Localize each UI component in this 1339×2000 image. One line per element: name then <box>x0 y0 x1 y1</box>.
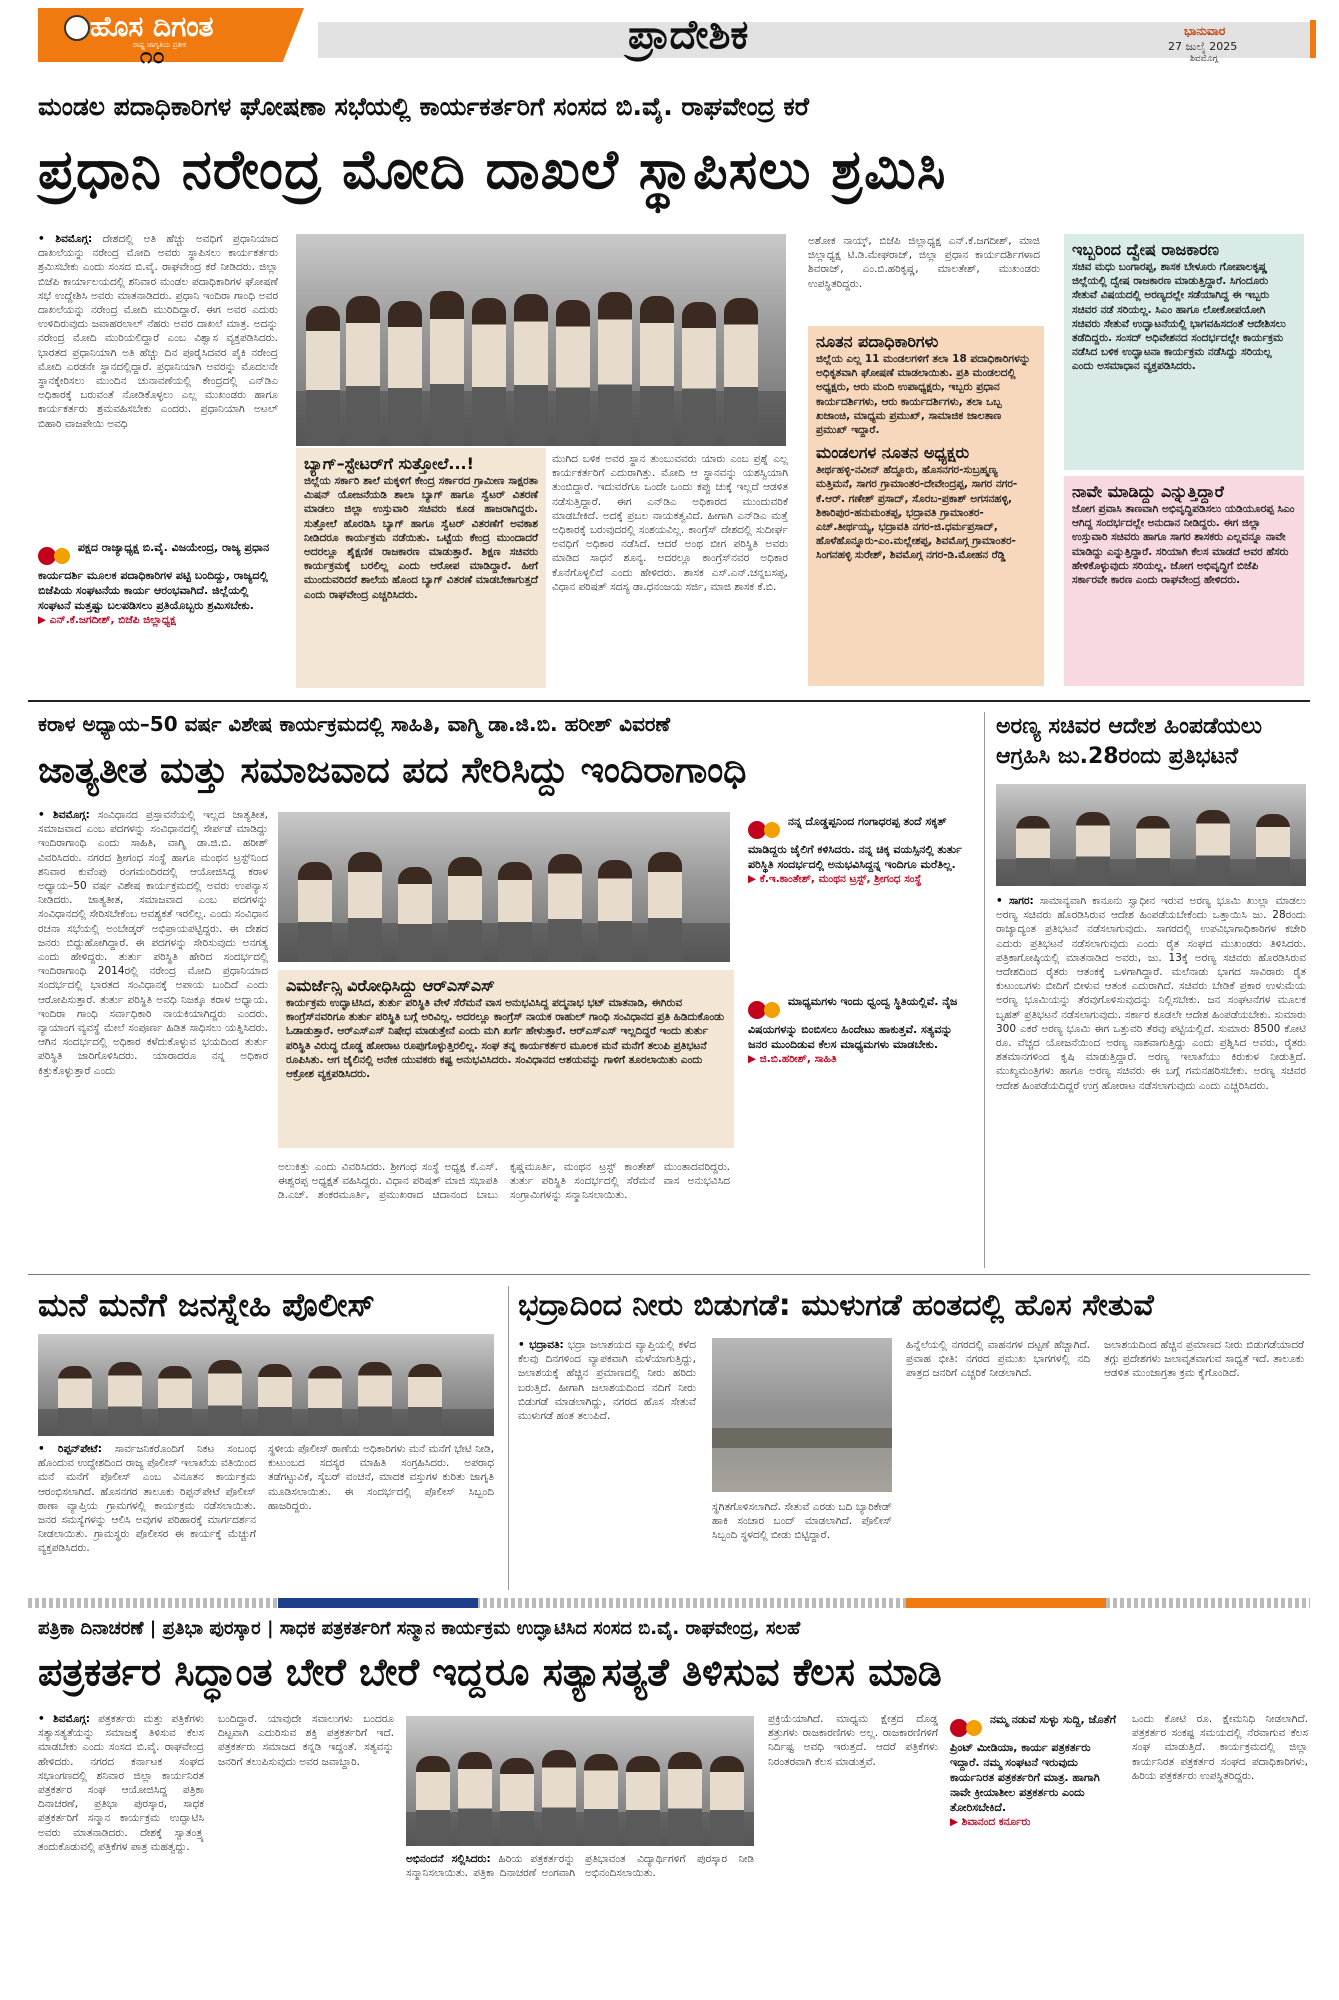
masthead-grey-band <box>318 22 1313 58</box>
date-text: 27 ಜುಲೈ 2025 <box>1168 40 1238 53</box>
date-city: ಶಿವಮೊಗ್ಗ <box>1190 54 1218 64</box>
story5-headline: ಭದ್ರಾದಿಂದ ನೀರು ಬಿಡುಗಡೆ: ಮುಳುಗಡೆ ಹಂತದಲ್ಲಿ ಹೊಸ ಸೇತುವೆ <box>518 1288 1154 1323</box>
story4-col1 <box>38 1442 256 1592</box>
story2-rss-box <box>278 970 734 1148</box>
story5-col3 <box>906 1338 1090 1588</box>
story5-photo <box>712 1338 892 1492</box>
story5-col1-text: ಭದ್ರಾ ಜಲಾಶಯದ ವ್ಯಾಪ್ತಿಯಲ್ಲಿ ಕಳೆದ ಕೆಲವು ದಿನಗಳಿಂದ ವ್ಯಾಪಕವಾಗಿ ಮಳೆಯಾಗುತ್ತಿದ್ದು, ಜಲಾಶಯಕ್ಕೆ ಹೆಚ್ಚಿನ ಪ್ರಮಾಣದಲ್ಲಿ ನೀರು ಹರಿದು ಬರುತ್ತಿದೆ. ಹೀಗಾಗಿ ಜಲಾಶಯದಿಂದ ನದಿಗೆ ನೀರು ಬಿಡುಗಡೆ ಮಾಡಲಾಗಿದ್ದು, ನಗರದ ಹೊಸ ಸೇತುವೆ ಮುಳುಗಡೆ ಹಂತ ತಲುಪಿದೆ. <box>518 1339 696 1423</box>
story1-photo <box>296 234 786 446</box>
story1-quote-byline: ▶ ಎನ್.ಕೆ.ಜಗದೀಶ್, ಬಿಜೆಪಿ ಜಿಲ್ಲಾಧ್ಯಕ್ಷ <box>38 614 176 626</box>
story5-col4 <box>1104 1338 1304 1588</box>
story4-dateline: • ರಿಪ್ಪನ್‌ಪೇಟೆ: <box>38 1443 102 1455</box>
story1-bag-box-title: ಬ್ಯಾಗ್–ಸ್ಟೇಟರ್‌ಗೆ ಸುತ್ತೋಲೆ...! <box>304 454 474 473</box>
quote-mark-icon <box>748 814 780 842</box>
rss-box-text: ಕಾರ್ಯಕ್ರಮ ಉದ್ಘಾಟಿಸಿದ, ತುರ್ತು ಪರಿಸ್ಥಿತಿ ವೇಳೆ ಸೆರೆಮನೆ ವಾಸ ಅನುಭವಿಸಿದ್ದ ಪದ್ಮನಾಭ ಭಟ್ ಮಾತನಾಡಿ, ಈಗಿರುವ ಕಾಂಗ್ರೆಸ್‌ನವರಿಗೂ ತುರ್ತು ಪರಿಸ್ಥಿತಿ ಬಗ್ಗೆ ಅರಿವಿಲ್ಲ. ಅದರಲ್ಲೂ ಕಾಂಗ್ರೆಸ್ ನಾಯಕ ರಾಹುಲ್ ಗಾಂಧಿ ಸಂವಿಧಾನದ ಪ್ರತಿ ಹಿಡಿದುಕೊಂಡು ಓಡಾಡುತ್ತಾರೆ. ಆರ್‌ಎಸ್‌ಎಸ್ ನಿಷೇಧ ಮಾಡುತ್ತೇನೆ ಎಂದು ಮಗಿ ಖರ್ಗೆ ಹೇಳುತ್ತಾರೆ. ಆರ್‌ಎಸ್‌ಎಸ್ ಇಲ್ಲದಿದ್ದರೆ ಇಂದು ತುರ್ತು ಪರಿಸ್ಥಿತಿ ವಿರುದ್ಧ ದೊಡ್ಡ ಹೋರಾಟ ರೂಪುಗೊಳ್ಳುತ್ತಿರಲಿಲ್ಲ. ಸಂಘ ತನ್ನ ಕಾರ್ಯಕರ್ತರ ಮೂಲಕ ಮನೆ ಮನೆಗೆ ತಲುಪಿ ಪ್ರತಿಭಟನೆ ರೂಪಿಸಿತು. ಆಗ ಜೈಲಿನಲ್ಲಿ ಅನೇಕ ಯುವಕರು ಕಷ್ಟ ಅನುಭವಿಸಿದರು. ಸಂವಿಧಾನದ ಆಶಯವನ್ನು ಗಾಳಿಗೆ ತೂರಲಾಯಿತು ಎಂದು ಆಕ್ರೋಶ ವ್ಯಕ್ತಪಡಿಸಿದರು. <box>286 997 725 1081</box>
story6-photo-caption <box>406 1852 754 1994</box>
we-did-text: ಜೋಗ ಪ್ರವಾಸಿ ತಾಣವಾಗಿ ಅಭಿವೃದ್ಧಿಪಡಿಸಲು ಯಡಿಯೂರಪ್ಪ ಸಿಎಂ ಆಗಿದ್ದ ಸಂದರ್ಭದಲ್ಲೇ ಅನುದಾನ ನೀಡಿದ್ದರು. ಈಗ ಜಿಲ್ಲಾ ಉಸ್ತುವಾರಿ ಸಚಿವರು ಹಾಗೂ ಸಾಗರ ಶಾಸಕರು ಎಲ್ಲವನ್ನೂ ನಾವೇ ಮಾಡಿದ್ದು ಎನ್ನುತ್ತಿದ್ದಾರೆ. ಸರಿಯಾಗಿ ಕೆಲಸ ಮಾಡದೆ ಅವರ ಹೆಸರು ಹೇಳಿಕೊಳ್ಳುವುದು ಸರಿಯಲ್ಲ. ಜೋಗ ಅಭಿವೃದ್ಧಿಗೆ ಬಿಜೆಪಿ ಸರ್ಕಾರವೇ ಕಾರಣ ಎಂದು ರಾಘವೇಂದ್ರ ಹೇಳಿದರು. <box>1072 503 1295 587</box>
rss-box-title: ಎಮರ್ಜೆನ್ಸಿ ವಿರೋಧಿಸಿದ್ದು ಆರ್‌ಎಸ್‌ಎಸ್ <box>286 976 495 995</box>
story2-col1 <box>38 808 268 1258</box>
divider-band <box>28 1598 1310 1608</box>
section-title: ಪ್ರಾದೇಶಿಕ <box>628 12 749 58</box>
story1-col4 <box>808 234 1040 324</box>
new-office-title: ನೂತನ ಪದಾಧಿಕಾರಿಗಳು <box>816 332 939 351</box>
logo-text: ಹೊಸ ದಿಗಂತ <box>90 10 214 43</box>
story2-dateline: • ಶಿವಮೊಗ್ಗ: <box>38 809 90 821</box>
story1-dateline: • ಶಿವಮೊಗ್ಗ: <box>38 233 93 245</box>
story1-col3-text: ಮುಗಿದ ಬಳಿಕ ಅವರ ಸ್ಥಾನ ತುಂಬುವವರು ಯಾರು ಎಂಬ ಪ್ರಶ್ನೆ ಎಲ್ಲ ಕಾರ್ಯಕರ್ತರಿಗೆ ಎದುರಾಗಿತ್ತು. ಮೋದಿ ಆ ಸ್ಥಾನವನ್ನು ಯಶಸ್ವಿಯಾಗಿ ತುಂಬಿದ್ದಾರೆ. ಇದುವರೆಗೂ ಒಂದೇ ಒಂದು ಕಪ್ಪು ಚುಕ್ಕೆ ಇಲ್ಲದೆ ಆಡಳಿತ ನಡೆಸುತ್ತಿದ್ದಾರೆ. ಈಗ ಎನ್‌ಡಿಎ ಅಧಿಕಾರದ ಮುಂದುವರಿಕೆ ಮಾಡಬೇಕಿದೆ. ಅದಕ್ಕೆ ಪ್ರಬಲ ನಾಯಕತ್ವವಿದೆ. ಹೀಗಾಗಿ ಎನ್‌ಡಿಎ ಮತ್ತೆ ಅಧಿಕಾರಕ್ಕೆ ಬರುವುದರಲ್ಲಿ ಸಂಶಯವಿಲ್ಲ. ಕಾಂಗ್ರೆಸ್ ದೇಶದಲ್ಲಿ ಸುದೀರ್ಘ ಅವಧಿಗೆ ಅಧಿಕಾರ ನಡೆಸಿದೆ. ಆದರೆ ಅಂಥ ಬೀಗ ಪರಿಸ್ಥಿತಿ ಅವರು ಮಾಡಿದ ಸಾಧನೆ ಶೂನ್ಯ. ಅದರಲ್ಲೂ ಕಾಂಗ್ರೆಸ್‌ನವರ ಅಧಿಕಾರ ಕೊನೆಗೊಳ್ಳಲಿದೆ ಎಂದು ಹೇಳಿದರು. ಶಾಸಕ ಎಸ್.ಎನ್.ಚನ್ನಬಸಪ್ಪ, ವಿಧಾನ ಪರಿಷತ್ ಸದಸ್ಯ ಡಾ.ಧನಂಜಯ ಸರ್ಜಿ, ಮಾಜಿ ಶಾಸಕ ಕೆ.ಬಿ. <box>552 453 788 593</box>
divider-band-blue <box>278 1598 478 1608</box>
story2-quote1 <box>748 814 972 984</box>
masthead <box>28 8 1320 66</box>
new-presidents-title: ಮಂಡಲಗಳ ನೂತನ ಅಧ್ಯಕ್ಷರು <box>816 443 970 463</box>
story1-col1 <box>38 232 278 542</box>
date-day: ಭಾನುವಾರ <box>1184 24 1226 38</box>
story1-hate-politics-box <box>1064 234 1304 470</box>
story6-col3 <box>768 1712 938 1994</box>
story6-col1-text: ಪತ್ರಕರ್ತರು ಮತ್ತು ಪತ್ರಿಕೆಗಳು ಸತ್ಯಾಸತ್ಯತೆಯನ್ನು ಸಮಾಜಕ್ಕೆ ತಿಳಿಸುವ ಕೆಲಸ ಮಾಡಬೇಕು ಎಂದು ಸಂಸದ ಬಿ.ವೈ. ರಾಘವೇಂದ್ರ ಹೇಳಿದರು. ನಗರದ ಕರ್ನಾಟಕ ಸಂಘದ ಸಭಾಂಗಣದಲ್ಲಿ ಶನಿವಾರ ಜಿಲ್ಲಾ ಕಾರ್ಯನಿರತ ಪತ್ರಕರ್ತರ ಸಂಘ ಆಯೋಜಿಸಿದ್ದ ಪತ್ರಿಕಾ ದಿನಾಚರಣೆ, ಪ್ರತಿಭಾ ಪುರಸ್ಕಾರ, ಸಾಧಕ ಪತ್ರಕರ್ತರಿಗೆ ಸನ್ಮಾನ ಕಾರ್ಯಕ್ರಮ ಉದ್ಘಾಟಿಸಿ ಅವರು ಮಾತನಾಡಿದರು. ದೇಶಕ್ಕೆ ಸ್ವಾತಂತ್ರ್ಯ ತಂದುಕೊಡುವಲ್ಲಿ ಪತ್ರಿಕೆಗಳ ಪಾತ್ರ ಮಹತ್ವದ್ದು. <box>38 1713 204 1853</box>
story6-col5 <box>1132 1712 1308 1994</box>
story2-quote2-text: ಮಾಧ್ಯಮಗಳು ಇಂದು ಧ್ವಂದ್ವ ಸ್ಥಿತಿಯಲ್ಲಿವೆ. ನೈಜ ವಿಷಯಗಳನ್ನು ಬಿಂಬಿಸಲು ಹಿಂದೇಟು ಹಾಕುತ್ತವೆ. ಸತ್ಯವನ್ನು ಜನರ ಮುಂದಿಡುವ ಕೆಲಸ ಮಾಧ್ಯಮಗಳು ಮಾಡಬೇಕು. <box>748 995 958 1051</box>
hate-politics-title: ಇಬ್ಬರಿಂದ ದ್ವೇಷ ರಾಜಕಾರಣ <box>1072 240 1219 259</box>
story6-quote-text: ನಮ್ಮ ನಡುವೆ ಸುಳ್ಳು ಸುದ್ದಿ, ಜೊತೆಗೆ ಪ್ರಿಂಟ್ ಮೀಡಿಯಾ, ಕಾರ್ಯ ಪತ್ರಕರ್ತರು ಇದ್ದಾರೆ. ನಮ್ಮ ಸಂಘಟನೆ ಇರುವುದು ಕಾರ್ಯನಿರತ ಪತ್ರಕರ್ತರಿಗೆ ಮಾತ್ರ. ಹಾಗಾಗಿ ನಾವೇ ಕ್ರೀಯಾಶೀಲ ಪತ್ರಕರ್ತರು ಎಂದು ತೋರಿಸಬೇಕಿದೆ. <box>950 1713 1116 1814</box>
story5-col3-text: ಹಿನ್ನೆಲೆಯಲ್ಲಿ ನಗರದಲ್ಲಿ ವಾಹನಗಳ ದಟ್ಟಣೆ ಹೆಚ್ಚಾಗಿದೆ. ಪ್ರವಾಹ ಭೀತಿ: ನಗರದ ಪ್ರಮುಖ ಭಾಗಗಳಲ್ಲಿ ನದಿ ಪಾತ್ರದ ಜನರಿಗೆ ಎಚ್ಚರಿಕೆ ನೀಡಲಾಗಿದೆ. <box>906 1339 1090 1380</box>
story6-col2-text: ಬಂದಿದ್ದಾರೆ. ಯಾವುದೇ ಸವಾಲುಗಳು ಬಂದರೂ ದಿಟ್ಟವಾಗಿ ಎದುರಿಸುವ ಶಕ್ತಿ ಪತ್ರಕರ್ತರಿಗೆ ಇದೆ. ಪತ್ರಕರ್ತರು ಸಮಾಜದ ಕನ್ನಡಿ ಇದ್ದಂತೆ. ಸತ್ಯವನ್ನು ಜನರಿಗೆ ತಲುಪಿಸುವುದು ಅವರ ಜವಾಬ್ದಾರಿ. <box>218 1713 394 1768</box>
story1-new-office-box <box>808 326 1044 686</box>
divider <box>508 1286 509 1590</box>
hate-politics-text: ಸಚಿವ ಮಧು ಬಂಗಾರಪ್ಪ, ಶಾಸಕ ಬೇಳೂರು ಗೋಪಾಲಕೃಷ್ಣ ಜಿಲ್ಲೆಯಲ್ಲಿ ದ್ವೇಷ ರಾಜಕಾರಣ ಮಾಡುತ್ತಿದ್ದಾರೆ. ಸಿಗಂದೂರು ಸೇತುವೆ ವಿಷಯದಲ್ಲಿ ಅರಣ್ಯದಲ್ಲೇ ಸಡೆಯಾಗಿದ್ದ ಈ ಇಬ್ಬರು ಸಚಿವರ ನಡೆ ಸರಿಯಲ್ಲ. ಸಿಎಂ ಹಾಗೂ ಲೋಕೋಪಯೋಗಿ ಸಚಿವರು ಸೇತುವೆ ಉದ್ಘಾಟನೆಯಲ್ಲಿ ಭಾಗವಹಿಸದಂತೆ ಆದೇಶಿಸಲು ತಡೆದಿದ್ದರು. ಸಂಸದ್ ಅಧಿವೇಶನದ ಸಂದರ್ಭದಲ್ಲೇ ಕಾರ್ಯಕ್ರಮ ನಡೆಸಿದ ಬಳಿಕ ಉದ್ಘಾಟನಾ ಕಾರ್ಯಕ್ರಮ ನಡೆಸಿದ್ದು ಸರಿಯಲ್ಲ ಎಂದು ಅಸಮಾಧಾನ ವ್ಯಕ್ತಪಡಿಸಿದರು. <box>1072 261 1286 373</box>
story2-quote1-byline: ▶ ಕೆ.ಇ.ಕಾಂತೇಶ್, ಮಂಥನ ಟ್ರಸ್ಟ್, ಶ್ರೀಗಂಧ ಸಂಸ್ಥೆ <box>748 873 922 885</box>
story3-photo <box>996 784 1306 886</box>
story5-col2-text: ಸ್ಥಗಿತಗೊಳಿಸಲಾಗಿದೆ. ಸೇತುವೆ ಎರಡು ಬದಿ ಬ್ಯಾರಿಕೇಡ್ ಹಾಕಿ ಸಂಚಾರ ಬಂದ್ ಮಾಡಲಾಗಿದೆ. ಪೊಲೀಸ್ ಸಿಬ್ಬಂದಿ ಸ್ಥಳದಲ್ಲಿ ಬೀಡು ಬಿಟ್ಟಿದ್ದಾರೆ. <box>712 1501 892 1542</box>
story4-photo <box>38 1334 494 1436</box>
story2-col-mid <box>278 1160 730 1260</box>
story6-kicker: ಪತ್ರಿಕಾ ದಿನಾಚರಣೆ | ಪ್ರತಿಭಾ ಪುರಸ್ಕಾರ | ಸಾಧಕ ಪತ್ರಕರ್ತರಿಗೆ ಸನ್ಮಾನ ಕಾರ್ಯಕ್ರಮ ಉದ್ಘಾಟಿಸಿದ ಸಂಸದ ಬಿ.ವೈ. ರಾಘವೇಂದ್ರ, ಸಲಹೆ <box>38 1618 801 1639</box>
story3-dateline: • ಸಾಗರ: <box>996 895 1034 907</box>
story3-col-text: ಸಾಮಾನ್ಯವಾಗಿ ಕಾನೂನು ಸ್ವಾಧೀನ ಇರುವ ಅರಣ್ಯ ಭೂಮಿ ಖುಲ್ಲಾ ಮಾಡಲು ಅರಣ್ಯ ಸಚಿವರು ಹೊರಡಿಸಿರುವ ಆದೇಶ ಹಿಂಪಡೆಯಬೇಕೆಂದು ಒತ್ತಾಯಿಸಿ ಜು. 28ರಂದು ರಾಜ್ಯಾದ್ಯಂತ ಪ್ರತಿಭಟನೆ ನಡೆಸಲಾಗುವುದು. ಸಾಗರದಲ್ಲಿ ಉಪವಿಭಾಗಾಧಿಕಾರಿಗಳ ಕಚೇರಿ ಎದುರು ಪ್ರತಿಭಟನೆ ನಡೆಸಲಾಗುವುದು ಎಂದು ರೈತ ಸಂಘದ ಮುಖಂಡರು ತಿಳಿಸಿದರು. ಪತ್ರಿಕಾಗೋಷ್ಠಿಯಲ್ಲಿ ಮಾತನಾಡಿದ ಅವರು, ಜು. 13ಕ್ಕೆ ಅರಣ್ಯ ಸಚಿವರು ಹೊರಡಿಸಿರುವ ಆದೇಶದಿಂದ ರೈತರು ಆತಂಕಕ್ಕೆ ಒಳಗಾಗಿದ್ದಾರೆ. ಮಲೆನಾಡು ಭಾಗದ ಸಾವಿರಾರು ರೈತ ಕುಟುಂಬಗಳು ಬೀದಿಗೆ ಬೀಳುವ ಆತಂಕ ಎದುರಾಗಿದೆ. ಸಚಿವರು ಬೇಡಿಕೆ ಪ್ರಕಾರ ಉಳುಮೆಯ ಅರಣ್ಯ ಭೂಮಿಯನ್ನು ತೆರವುಗೊಳಿಸುವುದನ್ನು ನಿಲ್ಲಿಸಬೇಕು. ಜನ ಸಂಘಟನೆಗಳ ಮೂಲಕ ಬೃಹತ್ ಪ್ರತಿಭಟನೆ ನಡೆಸಲಾಗುವುದು. ಸರ್ಕಾರ ಕೂಡಲೇ ಆದೇಶ ಹಿಂಪಡೆಯಬೇಕು. ಸುಮಾರು 300 ಎಕರೆ ಅರಣ್ಯ ಭೂಮಿ ಈಗ ಒತ್ತುವರಿ ತೆರವು ಪಟ್ಟಿಯಲ್ಲಿದೆ. ಸುಮಾರು 8500 ಕೋಟಿ ರೂ. ವೆಚ್ಚದ ಯೋಜನೆಯಿಂದ ಅರಣ್ಯ ನಾಶವಾಗುತ್ತಿದ್ದು ಎಂದು ಪ್ರಶ್ನಿಸಿದ ಅವರು, ರೈತರು ಶತಮಾನಗಳಿಂದ ಕೃಷಿ ಮಾಡುತ್ತಿದ್ದಾರೆ. ಅರಣ್ಯ ಇಲಾಖೆಯು ಕಿರುಕುಳ ನೀಡುತ್ತಿದೆ. ಮುಖ್ಯಮಂತ್ರಿಗಳು ಹಾಗೂ ಅರಣ್ಯ ಸಚಿವರು ಈ ಬಗ್ಗೆ ಗಮನಹರಿಸಬೇಕು. ಅರಣ್ಯ ಸಚಿವರ ಆದೇಶ ಹಿಂಪಡೆಯದಿದ್ದರೆ ಉಗ್ರ ಹೋರಾಟ ನಡೆಸಲಾಗುವುದು ಎಂದು ಎಚ್ಚರಿಸಿದರು. <box>996 895 1306 1092</box>
story6-col1 <box>38 1712 204 1994</box>
logo-emblem-icon <box>64 15 90 41</box>
story6-caption-head: ಅಭಿನಂದನೆ ಸಲ್ಲಿಸಿದರು: <box>406 1853 491 1865</box>
we-did-title: ನಾವೇ ಮಾಡಿದ್ದು ಎನ್ನುತ್ತಿದ್ದಾರೆ <box>1072 482 1224 501</box>
story5-col1 <box>518 1338 696 1588</box>
new-presidents-list: ತೀರ್ಥಹಳ್ಳಿ-ನವೀನ್ ಹೆದ್ದೂರು, ಹೊಸನಗರ-ಸುಬ್ರಹ್ಮಣ್ಯ ಮತ್ತಿಮನೆ, ಸಾಗರ ಗ್ರಾಮಾಂತರ-ದೇವೇಂದ್ರಪ್ಪ, ಸಾಗರ ನಗರ-ಕೆ.ಆರ್. ಗಣೇಶ್ ಪ್ರಸಾದ್, ಸೊರಬ-ಪ್ರಕಾಶ್ ಅಗಸನಹಳ್ಳಿ, ಶಿಕಾರಿಪುರ-ಹನುಮಂತಪ್ಪ, ಭದ್ರಾವತಿ ಗ್ರಾಮಾಂತರ-ಎಚ್.ತೀರ್ಥಯ್ಯ, ಭದ್ರಾವತಿ ನಗರ-ಜಿ.ಧರ್ಮಪ್ರಸಾದ್, ಹೊಳೆಹೊನ್ನೂರು-ಎಂ.ಮಲ್ಲೇಶಪ್ಪ, ಶಿವಮೊಗ್ಗ ಗ್ರಾಮಾಂತರ-ಸಿಂಗನಹಳ್ಳಿ ಸುರೇಶ್, ಶಿವಮೊಗ್ಗ ನಗರ-ಡಿ.ಮೋಹನ ರೆಡ್ಡಿ <box>816 464 1018 562</box>
story1-col1-text: ದೇಶದಲ್ಲಿ ಅತಿ ಹೆಚ್ಚು ಅವಧಿಗೆ ಪ್ರಧಾನಿಯಾದ ದಾಖಲೆಯನ್ನು ನರೇಂದ್ರ ಮೋದಿ ಅವರು ಸ್ಥಾಪಿಸಲು ಕಾರ್ಯಕರ್ತರು ಶ್ರಮಿಸಬೇಕು ಎಂದು ಸಂಸದ ಬಿ.ವೈ. ರಾಘವೇಂದ್ರ ಕರೆ ನೀಡಿದರು. ಜಿಲ್ಲಾ ಬಿಜೆಪಿ ಕಾರ್ಯಾಲಯದಲ್ಲಿ ಶನಿವಾರ ಮಂಡಲ ಪದಾಧಿಕಾರಿಗಳ ಘೋಷಣೆ ಸಭೆ ಉದ್ದೇಶಿಸಿ ಅವರು ಮಾತನಾಡಿದರು. ಪ್ರಧಾನಿ ಇಂದಿರಾ ಗಾಂಧಿ ಅವರ ದಾಖಲೆಯನ್ನು ನರೇಂದ್ರ ಮೋದಿ ಮುರಿದಿದ್ದಾರೆ. ಈಗ ಅವರ ಎದುರು ಉಳಿದಿರುವುದು ಜವಾಹರಲಾಲ್ ನೆಹರು ಅವರ ದಾಖಲೆ ಮಾತ್ರ. ಅದನ್ನು ನರೇಂದ್ರ ಮೋದಿ ಮುರಿಯಲಿದ್ದಾರೆ ಎಂಬ ವಿಶ್ವಾಸ ವ್ಯಕ್ತಪಡಿಸಿದರು. ಭಾರತದ ಪ್ರಧಾನಿಯಾಗಿ ಅತಿ ಹೆಚ್ಚು ದಿನ ಪೂರೈಸಿದವರ ಪೈಕಿ ನರೇಂದ್ರ ಮೋದಿ ಎರಡನೇ ಸ್ಥಾನದಲ್ಲಿದ್ದಾರೆ. ಪ್ರಧಾನಿಯಾಗಿ ಅವರನ್ನು ಮೊದಲನೇ ಸ್ಥಾನಕ್ಕೇರಿಸಲು ಮುಂದಿನ ಚುನಾವಣೆಯಲ್ಲಿ ಕೇಂದ್ರದಲ್ಲಿ ಎನ್‌ಡಿಎ ಅಧಿಕಾರಕ್ಕೆ ಬರುವಂತೆ ನೋಡಿಕೊಳ್ಳಲು ಎಲ್ಲ ಮುಖಂಡರು ಹಾಗೂ ಕಾರ್ಯಕರ್ತರು ಶ್ರಮವಹಿಸಬೇಕು ಎಂದರು. ಪ್ರಧಾನಿಯಾಗಿ ಅಟಲ್ ಬಿಹಾರಿ ವಾಜಪೇಯಿ ಅವಧಿ <box>38 233 278 430</box>
story1-bag-box <box>296 448 546 688</box>
story6-quote <box>950 1712 1120 1872</box>
story4-col1-text: ಸಾರ್ವಜನಿಕರೊಂದಿಗೆ ನಿಕಟ ಸಂಬಂಧ ಹೊಂದುವ ಉದ್ದೇಶದಿಂದ ರಾಜ್ಯ ಪೊಲೀಸ್ ಇಲಾಖೆಯ ವತಿಯಿಂದ ಮನೆ ಮನೆಗೆ ಪೊಲೀಸ್ ಎಂಬ ವಿನೂತನ ಕಾರ್ಯಕ್ರಮ ಆರಂಭಿಸಲಾಗಿದೆ. ಹೊಸನಗರ ತಾಲೂಕು ರಿಪ್ಪನ್‌ಪೇಟೆ ಪೊಲೀಸ್ ಠಾಣಾ ವ್ಯಾಪ್ತಿಯ ಗ್ರಾಮಗಳಲ್ಲಿ ಕಾರ್ಯಕ್ರಮ ನಡೆಸಲಾಯಿತು. ಜನರ ಸಮಸ್ಯೆಗಳನ್ನು ಆಲಿಸಿ ಅವುಗಳ ಪರಿಹಾರಕ್ಕೆ ಮಾರ್ಗದರ್ಶನ ನೀಡಲಾಯಿತು. ಗ್ರಾಮಸ್ಥರು ಪೊಲೀಸರ ಈ ಕಾರ್ಯಕ್ಕೆ ಮೆಚ್ಚುಗೆ ವ್ಯಕ್ತಪಡಿಸಿದರು. <box>38 1443 256 1555</box>
story1-we-did-box <box>1064 476 1304 686</box>
divider <box>28 700 1310 702</box>
story1-quote-text: ಪಕ್ಷದ ರಾಜ್ಯಾಧ್ಯಕ್ಷ ಬಿ.ವೈ. ವಿಜಯೇಂದ್ರ, ರಾಜ್ಯ ಪ್ರಧಾನ ಕಾರ್ಯದರ್ಶಿ ಮೂಲಕ ಪದಾಧಿಕಾರಿಗಳ ಪಟ್ಟಿ ಬಂದಿದ್ದು, ರಾಜ್ಯದಲ್ಲಿ ಬಿಜೆಪಿಯ ಸಂಘಟನೆಯ ಕಾರ್ಯ ಆರಂಭವಾಗಿದೆ. ಜಿಲ್ಲೆಯಲ್ಲಿ ಸಂಘಟನೆ ಮತ್ತಷ್ಟು ಬಲಪಡಿಸಲು ಪ್ರತಿಯೊಬ್ಬರು ಶ್ರಮಿಸಬೇಕು. <box>38 541 270 612</box>
divider <box>28 1274 1310 1275</box>
story2-col-mid-text: ಅಲುಕಿತ್ತು ಎಂದು ವಿವರಿಸಿದರು. ಶ್ರೀಗಂಧ ಸಂಸ್ಥೆ ಅಧ್ಯಕ್ಷ ಕೆ.ಎಸ್. ಈಶ್ವರಪ್ಪ ಅಧ್ಯಕ್ಷತೆ ವಹಿಸಿದ್ದರು. ವಿಧಾನ ಪರಿಷತ್ ಮಾಜಿ ಸಭಾಪತಿ ಡಿ.ಎಚ್. ಶಂಕರಮೂರ್ತಿ, ಪ್ರಮುಖರಾದ ಚಿದಾನಂದ ಬಾಬು ಕೃಷ್ಣಮೂರ್ತಿ, ಮಂಥನ ಟ್ರಸ್ಟ್ ಕಾಂತೇಶ್ ಮುಂತಾದವರಿದ್ದರು. ತುರ್ತು ಪರಿಸ್ಥಿತಿ ಸಂದರ್ಭದಲ್ಲಿ ಸೆರೆಮನೆ ವಾಸ ಅನುಭವಿಸಿದ ಸಂಗ್ರಾಮಿಗಳನ್ನು ಸನ್ಮಾನಿಸಲಾಯಿತು. <box>278 1161 730 1202</box>
story1-bag-box-text: ಜಿಲ್ಲೆಯ ಸರ್ಕಾರಿ ಶಾಲೆ ಮಕ್ಕಳಿಗೆ ಕೇಂದ್ರ ಸರ್ಕಾರದ ಗ್ರಾಮೀಣ ಸಾಕ್ಷರತಾ ಮಿಷನ್ ಯೋಜನೆಯಡಿ ಶಾಲಾ ಬ್ಯಾಗ್ ಹಾಗೂ ಸ್ವೆಟರ್ ವಿತರಣೆ ಮಾಡಲು ಜಿಲ್ಲಾ ಉಸ್ತುವಾರಿ ಸಚಿವರು ಕೂಡ ಹಾಜರಾಗಿದ್ದರು. ಸುತ್ತೋಲೆ ಹೊರಡಿಸಿ ಬ್ಯಾಗ್ ಹಾಗೂ ಸ್ವೆಟರ್ ವಿತರಣೆಗೆ ಅವಕಾಶ ನೀಡಿದರೂ ಕಾರ್ಯಕ್ರಮ ನಡೆಯಿತು. ಒಟ್ಟೆಯ ಕೇಂದ್ರ ಮುಂದಾದರೆ ಅದರಲ್ಲೂ ಶೈಕ್ಷಣಿಕ ರಾಜಕಾರಣ ಮಾಡುತ್ತಾರೆ. ಶಿಕ್ಷಣ ಸಚಿವರು ಕಾರ್ಯಕ್ರಮಕ್ಕೆ ಬರಲಿಲ್ಲ ಎಂದು ಆರೋಪ ಮಾಡಿದ್ದಾರೆ. ಹೀಗೆ ಮುಂದುವರಿದರೆ ಶಾಲೆಯ ಹೊಂದ ಬ್ಯಾಗ್ ವಿತರಣೆ ಮಾಡಬೇಕಾಗುತ್ತದೆ ಎಂದು ರಾಘವೇಂದ್ರ ಎಚ್ಚರಿಸಿದರು. <box>304 475 538 601</box>
story2-col1-text: ಸಂವಿಧಾನದ ಪ್ರಸ್ತಾವನೆಯಲ್ಲಿ ಇಲ್ಲದ ಜಾತ್ಯತೀತ, ಸಮಾಜವಾದ ಎಂಬ ಪದಗಳನ್ನು ಸಂವಿಧಾನದಲ್ಲಿ ಸೇರ್ಪಡೆ ಮಾಡಿದ್ದು ಇಂದಿರಾಗಾಂಧಿ ಎಂದು ಸಾಹಿತಿ, ವಾಗ್ಮಿ ಡಾ.ಜಿ.ಬಿ. ಹರೀಶ್ ವಿವರಿಸಿದರು. ನಗರದ ಶ್ರೀಗಂಧ ಸಂಸ್ಥೆ ಹಾಗೂ ಮಂಥನ ಟ್ರಸ್ಟ್‌ನಿಂದ ಶನಿವಾರ ಕುವೆಂಪು ರಂಗಮಂದಿರದಲ್ಲಿ ಆಯೋಜಿಸಿದ್ದ ಕರಾಳ ಅಧ್ಯಾಯ–50 ವರ್ಷ ವಿಶೇಷ ಕಾರ್ಯಕ್ರಮದಲ್ಲಿ ಅವರು ಉಪನ್ಯಾಸ ನೀಡಿದರು. ಜಾತ್ಯತೀತ, ಸಮಾಜವಾದ ಎಂಬ ಪದಗಳನ್ನು ಸಂವಿಧಾನದಲ್ಲಿ ಸೇರಿಸಬೇಕೆಂಬ ಅವಶ್ಯಕತೆ ಇರಲಿಲ್ಲ. ಎಂದು ಸಂವಿಧಾನ ರಚನಾ ಸಭೆಯಲ್ಲಿ ಅಂಬೇಡ್ಕರ್ ಅಭಿಪ್ರಾಯಪಟ್ಟಿದ್ದರು. ಈ ದೇಶದ ಜನರು ಬಿದ್ದುಹೋಗಿದ್ದಾರೆ. ಈ ಪದಗಳನ್ನು ಸೇರಿಸುವುದು ಅನಗತ್ಯ ಎಂದು ಹೇಳಿದ್ದರು. ತುರ್ತು ಪರಿಸ್ಥಿತಿ ಹೇರಿದ ಸಂದರ್ಭದಲ್ಲಿ ಇಂದಿರಾಗಾಂಧಿ 2014ರಲ್ಲಿ ನರೇಂದ್ರ ಮೋದಿ ಪ್ರಧಾನಿಯಾದ ಸಂದರ್ಭದಲ್ಲಿ ಭಾರತದ ಸಂವಿಧಾನಕ್ಕೆ ಅಪಾಯ ಬಂದಿದೆ ಎಂದು ಆರೋಪಿಸುತ್ತಾರೆ. ತುರ್ತು ಪರಿಸ್ಥಿತಿ ಅವಧಿ ನಿಜಕ್ಕೂ ಕರಾಳ ಅಧ್ಯಾಯ. ಇಂದಿರಾ ಗಾಂಧಿ ಸರ್ವಾಧಿಕಾರಿ ನಾಯಕಿಯಾಗಿದ್ದರು ಎಂದರು. ನ್ಯಾಯಾಂಗ ವ್ಯವಸ್ಥೆ ಮೇಲೆ ಸಂಪೂರ್ಣ ಹಿಡಿತ ಸಾಧಿಸಲು ಯತ್ನಿಸಿದರು. ಆಗಿನ ಸಂದರ್ಭದಲ್ಲಿ ಅಧಿಕಾರ ಕಳೆದುಕೊಳ್ಳುವ ಭಯದಿಂದ ತುರ್ತು ಪರಿಸ್ಥಿತಿ ಜಾರಿಗೊಳಿಸಿದರು. ಯಾರಾದರೂ ನನ್ನ ಅಧಿಕಾರ ಕಿತ್ತುಕೊಳ್ಳುತ್ತಾರೆ ಎಂದು <box>38 809 268 1077</box>
story5-col2 <box>712 1500 892 1590</box>
story4-col2 <box>268 1442 494 1592</box>
masthead-accent-bar <box>1310 20 1316 58</box>
story6-col2 <box>218 1712 394 1994</box>
new-office-text: ಜಿಲ್ಲೆಯ ಎಲ್ಲ 11 ಮಂಡಲಗಳಿಗೆ ತಲಾ 18 ಪದಾಧಿಕಾರಿಗಳನ್ನು ಅಧಿಕೃತವಾಗಿ ಘೋಷಣೆ ಮಾಡಲಾಯಿತು. ಪ್ರತಿ ಮಂಡಲದಲ್ಲಿ ಅಧ್ಯಕ್ಷರು, ಆರು ಮಂದಿ ಉಪಾಧ್ಯಕ್ಷರು, ಇಬ್ಬರು ಪ್ರಧಾನ ಕಾರ್ಯದರ್ಶಿಗಳು, ಆರು ಕಾರ್ಯದರ್ಶಿಗಳು, ತಲಾ ಒಬ್ಬ ಖಜಾಂಚಿ, ಮಾಧ್ಯಮ ಪ್ರಮುಖ್, ಸಾಮಾಜಿಕ ಜಾಲತಾಣ ಪ್ರಮುಖ್ ಇದ್ದಾರೆ. <box>816 353 1031 437</box>
story6-col5-text: ಒಂದು ಕೋಟಿ ರೂ. ಕ್ಷೇಮನಿಧಿ ನೀಡಲಾಗಿದೆ. ಪತ್ರಕರ್ತರ ಸಂಕಷ್ಟ ಸಮಯದಲ್ಲಿ ನೆರವಾಗುವ ಕೆಲಸ ಸಂಘ ಮಾಡುತ್ತಿದೆ. ಕಾರ್ಯಕ್ರಮದಲ್ಲಿ ಜಿಲ್ಲಾ ಕಾರ್ಯನಿರತ ಪತ್ರಕರ್ತರ ಸಂಘದ ಪದಾಧಿಕಾರಿಗಳು, ಹಿರಿಯ ಪತ್ರಕರ್ತರು ಉಪಸ್ಥಿತರಿದ್ದರು. <box>1132 1713 1308 1782</box>
story1-col4-text: ಅಶೋಕ ನಾಯ್ಕ್, ಬಿಜೆಪಿ ಜಿಲ್ಲಾಧ್ಯಕ್ಷ ಎನ್.ಕೆ.ಜಗದೀಶ್, ಮಾಜಿ ಜಿಲ್ಲಾಧ್ಯಕ್ಷ ಟಿ.ಡಿ.ಮೇಘರಾಜ್, ಜಿಲ್ಲಾ ಪ್ರಧಾನ ಕಾರ್ಯದರ್ಶಿಗಳಾದ ಶಿವರಾಜ್, ಎಂ.ಬಿ.ಹರಿಕೃಷ್ಣ, ಮಾಲತೇಶ್, ಮುಖಂಡರು ಉಪಸ್ಥಿತರಿದ್ದರು. <box>808 235 1040 290</box>
logo-tagline: ರಾಷ್ಟ್ರ ಜಾಗೃತಿಯ ಪ್ರತೀಕ <box>133 41 187 49</box>
story5-dateline: • ಭದ್ರಾವತಿ: <box>518 1339 564 1351</box>
divider-band-orange <box>906 1598 1106 1608</box>
story2-headline: ಜಾತ್ಯತೀತ ಮತ್ತು ಸಮಾಜವಾದ ಪದ ಸೇರಿಸಿದ್ದು ಇಂದಿರಾಗಾಂಧಿ <box>38 750 747 791</box>
story1-headline: ಪ್ರಧಾನಿ ನರೇಂದ್ರ ಮೋದಿ ದಾಖಲೆ ಸ್ಥಾಪಿಸಲು ಶ್ರಮಿಸಿ <box>38 138 947 201</box>
quote-mark-icon <box>950 1712 982 1740</box>
story6-dateline: • ಶಿವಮೊಗ್ಗ: <box>38 1713 90 1725</box>
quote-mark-icon <box>38 540 70 568</box>
story6-headline: ಪತ್ರಕರ್ತರ ಸಿದ್ಧಾಂತ ಬೇರೆ ಬೇರೆ ಇದ್ದರೂ ಸತ್ಯಾಸತ್ಯತೆ ತಿಳಿಸುವ ಕೆಲಸ ಮಾಡಿ <box>38 1650 942 1694</box>
story6-quote-byline: ▶ ಶಿವಾನಂದ ಕರ್ನೂರು <box>950 1816 1031 1828</box>
divider <box>984 712 985 1268</box>
story1-col3 <box>552 452 788 688</box>
story6-col3-text: ಪ್ರಕ್ರಿಯೆಯಾಗಿದೆ. ಮಾಧ್ಯಮ ಕ್ಷೇತ್ರದ ದೊಡ್ಡ ಶತ್ರುಗಳು ರಾಜಕಾರಣಿಗಳು ಅಲ್ಲ. ರಾಜಕಾರಣಿಗಳಿಗೆ ನಿರ್ದಿಷ್ಟ ಅವಧಿ ಇರುತ್ತದೆ. ಆದರೆ ಪತ್ರಿಕೆಗಳು ನಿರಂತರವಾಗಿ ಕೆಲಸ ಮಾಡುತ್ತವೆ. <box>768 1713 938 1768</box>
quote-mark-icon <box>748 994 780 1022</box>
story2-kicker: ಕರಾಳ ಅಧ್ಯಾಯ–50 ವರ್ಷ ವಿಶೇಷ ಕಾರ್ಯಕ್ರಮದಲ್ಲಿ ಸಾಹಿತಿ, ವಾಗ್ಮಿ ಡಾ.ಜಿ.ಬಿ. ಹರೀಶ್ ವಿವರಣೆ <box>38 712 671 736</box>
page-number: ೧೦ <box>140 44 165 66</box>
story2-photo <box>278 812 730 962</box>
story5-col4-text: ಜಲಾಶಯದಿಂದ ಹೆಚ್ಚಿನ ಪ್ರಮಾಣದ ನೀರು ಬಿಡುಗಡೆಯಾದರೆ ತಗ್ಗು ಪ್ರದೇಶಗಳು ಜಲಾವೃತವಾಗುವ ಸಾಧ್ಯತೆ ಇದೆ. ತಾಲೂಕು ಆಡಳಿತ ಮುಂಜಾಗ್ರತಾ ಕ್ರಮ ಕೈಗೊಂಡಿದೆ. <box>1104 1339 1304 1380</box>
story1-quote <box>38 540 278 680</box>
story2-quote1-text: ನನ್ನ ದೊಡ್ಡಪ್ಪನಿಂದ ಗಂಗಾಧರಪ್ಪ ತಂದೆ ಸಕ್ಕತ್ ಮಾಡಿದ್ದರು ಜೈಲಿಗೆ ಕಳಿಸಿದರು. ನನ್ನ ಚಿಕ್ಕ ವಯಸ್ಸಿನಲ್ಲಿ ತುರ್ತು ಪರಿಸ್ಥಿತಿ ಸಂದರ್ಭದಲ್ಲಿ ಅನುಭವಿಸಿದ್ದನ್ನ ಇಂದಿಗೂ ಮರೆತಿಲ್ಲ. <box>748 815 962 871</box>
story6-caption-text: ಹಿರಿಯ ಪತ್ರಕರ್ತರನ್ನು ಸನ್ಮಾನಿಸಲಾಯಿತು. ಪತ್ರಿಕಾ ದಿನಾಚರಣೆ ಅಂಗವಾಗಿ ಪ್ರತಿಭಾವಂತ ವಿದ್ಯಾರ್ಥಿಗಳಿಗೆ ಪುರಸ್ಕಾರ ನೀಡಿ ಅಭಿನಂದಿಸಲಾಯಿತು. <box>406 1853 754 1880</box>
story4-col2-text: ಸ್ಥಳೀಯ ಪೊಲೀಸ್ ಠಾಣೆಯ ಅಧಿಕಾರಿಗಳು ಮನೆ ಮನೆಗೆ ಭೇಟಿ ನೀಡಿ, ಕುಟುಂಬದ ಸದಸ್ಯರ ಮಾಹಿತಿ ಸಂಗ್ರಹಿಸಿದರು. ಅಪರಾಧ ತಡೆಗಟ್ಟುವಿಕೆ, ಸೈಬರ್ ವಂಚನೆ, ಮಾದಕ ವಸ್ತುಗಳ ಕುರಿತು ಜಾಗೃತಿ ಮೂಡಿಸಲಾಯಿತು. ಈ ಸಂದರ್ಭದಲ್ಲಿ ಪೊಲೀಸ್ ಸಿಬ್ಬಂದಿ ಹಾಜರಿದ್ದರು. <box>268 1443 494 1512</box>
story2-quote2 <box>748 994 972 1142</box>
story6-photo <box>406 1716 754 1846</box>
story4-headline: ಮನೆ ಮನೆಗೆ ಜನಸ್ನೇಹಿ ಪೊಲೀಸ್ <box>38 1286 375 1324</box>
story2-quote2-byline: ▶ ಜಿ.ಬಿ.ಹರೀಶ್, ಸಾಹಿತಿ <box>748 1053 837 1065</box>
story3-col <box>996 894 1306 1260</box>
story1-kicker: ಮಂಡಲ ಪದಾಧಿಕಾರಿಗಳ ಘೋಷಣಾ ಸಭೆಯಲ್ಲಿ ಕಾರ್ಯಕರ್ತರಿಗೆ ಸಂಸದ ಬಿ.ವೈ. ರಾಘವೇಂದ್ರ ಕರೆ <box>38 92 809 121</box>
story3-headline: ಅರಣ್ಯ ಸಚಿವರ ಆದೇಶ ಹಿಂಪಡೆಯಲು ಆಗ್ರಹಿಸಿ ಜು.28ರಂದು ಪ್ರತಿಭಟನೆ <box>996 714 1262 769</box>
